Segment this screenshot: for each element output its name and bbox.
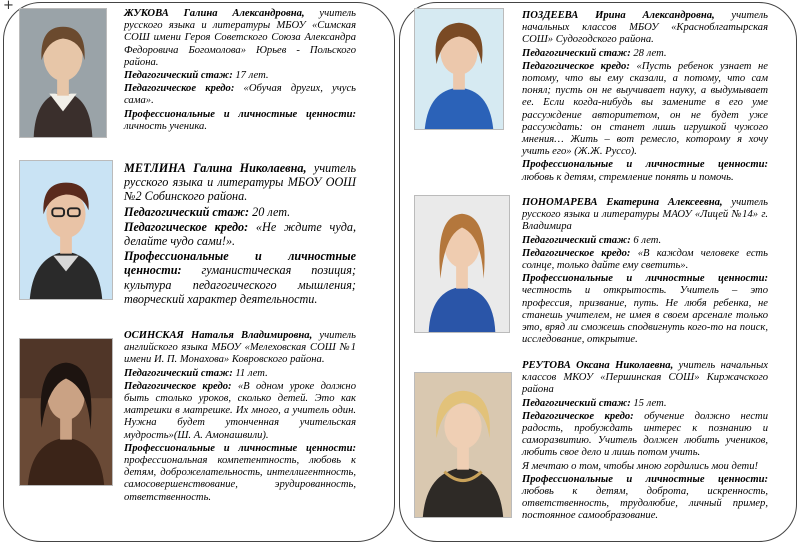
teacher-photo-ponomareva [414,195,510,333]
experience-label: Педагогический стаж: [522,47,631,59]
values-label: Профессиональные и личностные ценности: [522,159,768,171]
teacher-name: РЕУТОВА Оксана Николаевна, [522,360,674,371]
teacher-position: учитель русского языка и литературы МБОУ ООШ №2 Собинского района. [124,161,356,204]
values-label: Профессиональные и личностные ценности: [522,273,768,285]
values-value: честность и открытость. Учитель – это профессия, призвание, путь. Не любя ребенка, не станешь учителем, не имея в своем арсенале только это, вряд ли сможешь сподвигнуть кого-то на поиск, исследование, открытие. [522,285,768,346]
teacher-position: учитель русского языка и литературы МАОУ «Лицей №14» г. Владимира [522,197,768,233]
experience-value: 6 лет. [630,234,662,246]
values-label: Профессиональные и личностные ценности: [522,473,768,485]
credo-label: Педагогическое кредо: [522,247,631,259]
teacher-photo-metlina [19,160,113,300]
teacher-position: учитель русского языка и литературы МБОУ «Симская СОШ имени Героя Советского Союза Александра Федоровича Богомолова» Юрьев - Польского района. [124,8,356,68]
credo-value: «Не ждите чуда, делайте чудо сами!». [124,219,356,249]
teacher-position: учитель английского языка МБОУ «Мелеховская СОШ №1 имени И. П. Монахова» Ковровского района. [124,330,356,366]
credo-value: обучение должно нести радость, пробуждать интерес к познанию и саморазвитию. Учитель должен любить учеников, любить свое дело и лишь потом учить. [522,410,768,459]
credo-value: «Пусть ребенок узнает не потому, что вы ему сказали, а потому, что сам понял; пусть он не выучивает науку, а выдумывает ее. Если когда-нибудь вы замените в его уме рассуждение авторитетом, он не будет уже рассуждать: он станет лишь игрушкой чужого мнения… Жить – вот ремесло, которому я хочу учить его» (Ж.Ж. Руссо). [522,60,768,158]
teacher-photo-reutova [414,372,512,518]
values-label: Профессиональные и личностные ценности: [124,249,356,278]
teacher-bio-osinskaya [124,330,356,505]
teacher-name: ПОЗДЕЕВА Ирина Александровна, [522,10,715,21]
experience-value: 15 лет. [630,397,667,409]
teacher-photo-osinskaya [19,338,113,486]
teacher-bio-pozdeeva [522,10,768,185]
crop-mark: + [3,0,14,13]
teacher-bio-metlina [124,161,356,307]
values-value: личность ученика. [124,120,207,132]
teacher-quote: Я мечтаю о том, чтобы мною гордились мои дети! [522,460,759,472]
credo-label: Педагогическое кредо: [522,410,634,422]
values-value: любовь к детям, доброта, искренность, ответственность, трудолюбие, личный пример, постоянное самообразование. [522,486,768,522]
values-label: Профессиональные и личностные ценности: [124,108,356,120]
experience-label: Педагогический стаж: [522,397,631,409]
experience-label: Педагогический стаж: [124,367,233,379]
credo-label: Педагогическое кредо: [124,219,249,234]
teacher-name: ЖУКОВА Галина Александровна, [124,8,305,19]
experience-value: 11 лет. [232,367,268,379]
credo-value: «В каждом человеке есть солнце, только дайте ему светить». [522,247,768,272]
values-label: Профессиональные и личностные ценности: [124,442,356,454]
experience-value: 20 лет. [249,204,291,219]
teacher-bio-ponomareva [522,197,768,347]
credo-label: Педагогическое кредо: [124,380,232,392]
experience-label: Педагогический стаж: [124,70,233,82]
credo-value: «В одном уроке должно быть столько уроков, сколько детей. Это как матрешки в матрешке. Их много, а учитель один. Нужна будет утонченная учительская мудрость»(Ш. А. Амонашвили). [124,380,356,441]
teacher-name: ПОНОМАРЕВА Екатерина Алексеевна, [522,197,723,208]
teacher-name: ОСИНСКАЯ Наталья Владимировна, [124,330,313,341]
teacher-photo-zhukova [19,8,107,138]
values-value: профессиональная компетентность, любовь к детям, доброжелательность, интеллигентность, самосовершенствование, эрудированность, ответственность. [124,455,356,503]
teacher-name: МЕТЛИНА Галина Николаевна, [124,161,307,175]
values-value: гуманистическая позиция; культура педагогического мышления; творческий характер деятельности. [124,263,356,306]
teacher-position: учитель начальных классов МБОУ «Красноблгатырская СОШ» Судогодского района. [522,10,769,46]
teacher-bio-reutova [522,360,768,524]
teacher-position: учитель начальных классов МКОУ «Першинская СОШ» Киржачского района [522,360,769,396]
credo-label: Педагогическое кредо: [522,60,630,72]
teacher-photo-pozdeeva [414,8,504,130]
experience-value: 28 лет. [630,47,667,59]
experience-label: Педагогический стаж: [522,234,631,246]
experience-value: 17 лет. [232,70,269,82]
experience-label: Педагогический стаж: [124,204,250,219]
credo-value: «Обучая других, учусь сама». [124,83,356,107]
teacher-bio-zhukova [124,8,356,134]
credo-label: Педагогическое кредо: [124,83,235,95]
values-value: любовь к детям, стремление понять и помочь. [522,171,734,183]
